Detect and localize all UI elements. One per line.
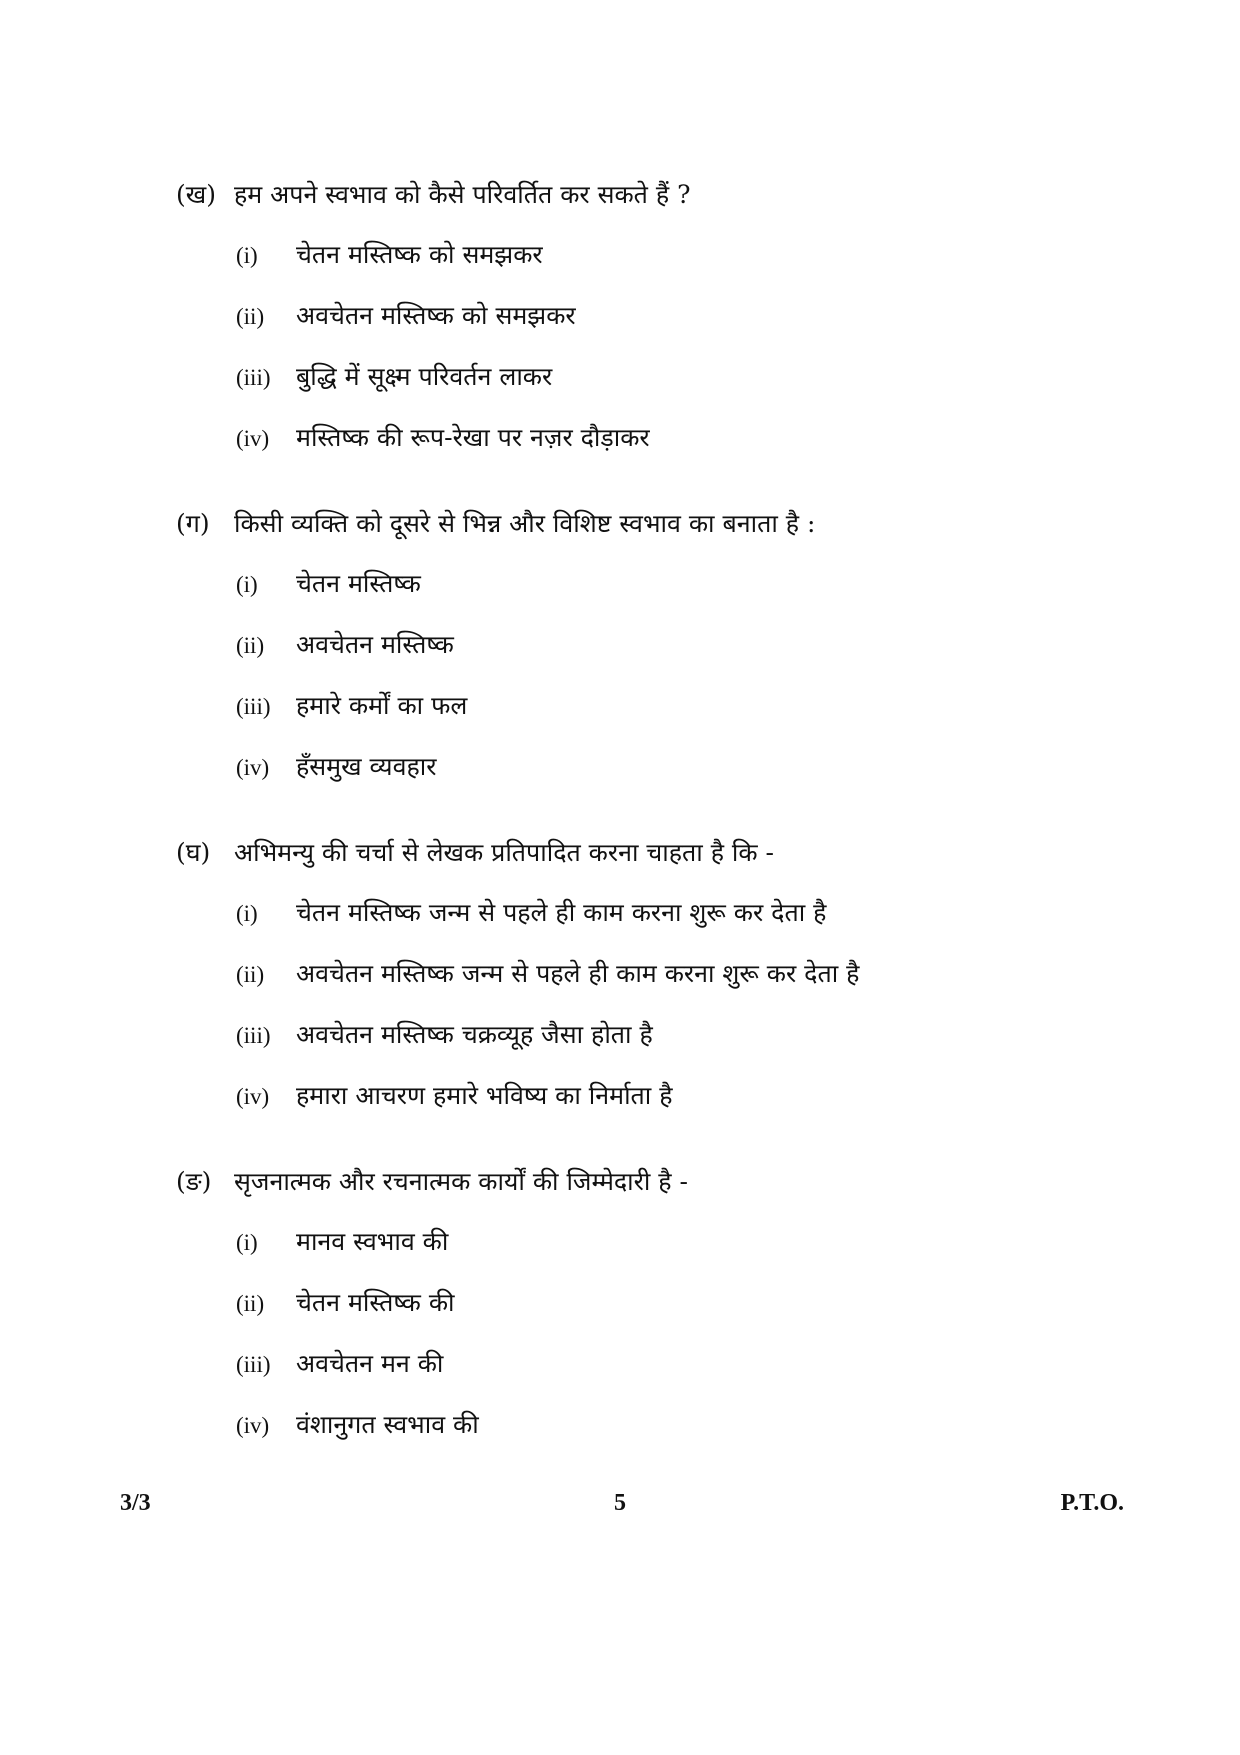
option-item xyxy=(236,689,1136,750)
option-text: चेतन मस्तिष्क xyxy=(296,569,421,598)
question-text: किसी व्यक्ति को दूसरे से भिन्न और विशिष्ट स्वभाव का बनाता है : xyxy=(234,509,816,538)
option-item xyxy=(236,238,1136,299)
option-item xyxy=(236,896,1136,957)
option-label: (iii) xyxy=(236,694,271,719)
option-label: (ii) xyxy=(236,304,265,329)
question-stem xyxy=(176,1165,1136,1199)
page-number: 5 xyxy=(614,1490,626,1516)
question-stem xyxy=(176,507,1136,541)
option-label: (i) xyxy=(236,901,258,926)
option-label: (iv) xyxy=(236,1413,270,1438)
option-label: (iii) xyxy=(236,365,271,390)
paper-code: 3/3 xyxy=(120,1490,151,1516)
option-label: (iv) xyxy=(236,1084,270,1109)
option-item xyxy=(236,360,1136,421)
option-text: चेतन मस्तिष्क जन्म से पहले ही काम करना शुरू कर देता है xyxy=(296,898,827,927)
question-stem xyxy=(176,178,1136,212)
option-item xyxy=(236,750,1136,811)
option-label: (i) xyxy=(236,243,258,268)
question-text: हम अपने स्वभाव को कैसे परिवर्तित कर सकते हैं ? xyxy=(234,180,691,209)
question-label: (ङ) xyxy=(176,1167,212,1196)
question-text: सृजनात्मक और रचनात्मक कार्यों की जिम्मेदारी है - xyxy=(234,1167,688,1196)
option-text: चेतन मस्तिष्क को समझकर xyxy=(296,240,543,269)
option-list xyxy=(236,238,1136,482)
option-label: (iii) xyxy=(236,1352,271,1377)
option-text: अवचेतन मस्तिष्क को समझकर xyxy=(296,301,576,330)
option-label: (i) xyxy=(236,572,258,597)
option-item xyxy=(236,299,1136,360)
question-nga xyxy=(176,1165,1136,1469)
option-text: वंशानुगत स्वभाव की xyxy=(296,1410,479,1439)
option-item xyxy=(236,421,1136,482)
pto-label: P.T.O. xyxy=(1060,1490,1124,1516)
option-label: (iv) xyxy=(236,755,270,780)
option-item xyxy=(236,1347,1136,1408)
question-stem xyxy=(176,836,1136,870)
option-text: अवचेतन मस्तिष्क जन्म से पहले ही काम करना शुरू कर देता है xyxy=(296,959,860,988)
option-label: (i) xyxy=(236,1230,258,1255)
option-text: हमारे कर्मों का फल xyxy=(296,691,468,720)
question-label: (ख) xyxy=(176,180,216,209)
option-item xyxy=(236,1079,1136,1140)
question-ga xyxy=(176,507,1136,811)
option-label: (ii) xyxy=(236,1291,265,1316)
option-text: बुद्धि में सूक्ष्म परिवर्तन लाकर xyxy=(296,362,553,391)
option-item xyxy=(236,1018,1136,1079)
option-label: (ii) xyxy=(236,633,265,658)
option-text: हँसमुख व्यवहार xyxy=(296,752,437,781)
option-item xyxy=(236,957,1136,1018)
option-list xyxy=(236,896,1136,1140)
option-text: मानव स्वभाव की xyxy=(296,1227,449,1256)
option-text: अवचेतन मस्तिष्क xyxy=(296,630,454,659)
option-item xyxy=(236,567,1136,628)
question-label: (ग) xyxy=(176,509,210,538)
option-item xyxy=(236,1286,1136,1347)
option-item xyxy=(236,1408,1136,1469)
option-item xyxy=(236,628,1136,689)
question-label: (घ) xyxy=(176,838,211,867)
option-label: (iv) xyxy=(236,426,270,451)
question-text: अभिमन्यु की चर्चा से लेखक प्रतिपादित करना चाहता है कि - xyxy=(234,838,774,867)
option-label: (ii) xyxy=(236,962,265,987)
option-label: (iii) xyxy=(236,1023,271,1048)
option-text: अवचेतन मन की xyxy=(296,1349,444,1378)
option-list xyxy=(236,567,1136,811)
option-text: मस्तिष्क की रूप-रेखा पर नज़र दौड़ाकर xyxy=(296,423,650,452)
option-text: हमारा आचरण हमारे भविष्य का निर्माता है xyxy=(296,1081,673,1110)
option-text: चेतन मस्तिष्क की xyxy=(296,1288,455,1317)
question-gha xyxy=(176,836,1136,1140)
question-kha xyxy=(176,178,1136,482)
option-text: अवचेतन मस्तिष्क चक्रव्यूह जैसा होता है xyxy=(296,1020,653,1049)
option-item xyxy=(236,1225,1136,1286)
option-list xyxy=(236,1225,1136,1469)
